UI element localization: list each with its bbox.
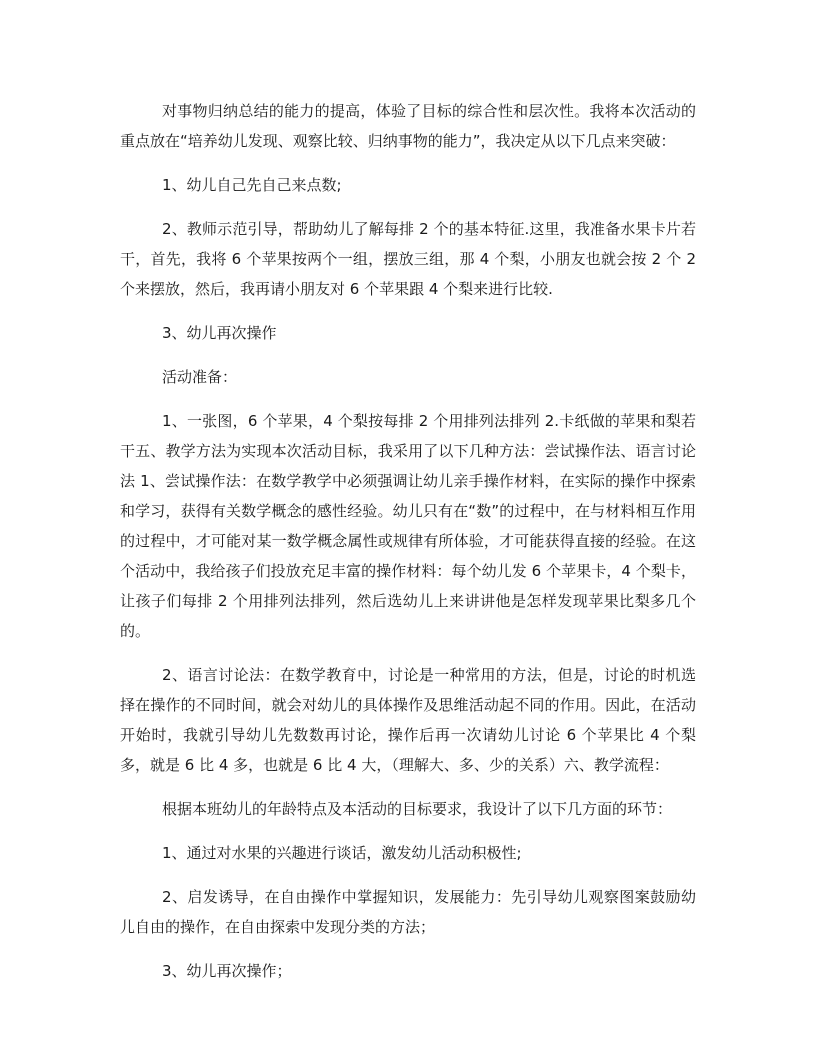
paragraph-gap <box>120 304 696 318</box>
paragraph-step-2: 2、教师示范引导，帮助幼儿了解每排 2 个的基本特征.这里，我准备水果卡片若干，首先，我将 6 个苹果按两个一组，摆放三组，那 4 个梨，小朋友也就会按 2 个 2 个来摆放，然后，我再请小朋友对 6 个苹果跟 4 个梨来进行比较. <box>120 220 696 298</box>
paragraph-intro: 对事物归纳总结的能力的提高，体验了目标的综合性和层次性。我将本次活动的重点放在“培养幼儿发现、观察比较、归纳事物的能力”，我决定从以下几点来突破： <box>120 102 696 150</box>
paragraph-step-3: 3、幼儿再次操作 <box>162 324 277 342</box>
paragraph-gap <box>120 348 696 362</box>
paragraph-gap <box>120 392 696 406</box>
document-body <box>120 96 696 986</box>
paragraph-gap <box>120 868 696 882</box>
paragraph-flow-2: 2、启发诱导，在自由操作中掌握知识，发展能力：先引导幼儿观察图案鼓励幼儿自由的操作，在自由探索中发现分类的方法； <box>120 888 696 936</box>
paragraph-preparation-heading: 活动准备： <box>162 368 238 386</box>
paragraph-flow-1: 1、通过对水果的兴趣进行谈话，激发幼儿活动积极性; <box>162 844 522 862</box>
paragraph-gap <box>120 200 696 214</box>
paragraph-gap <box>120 824 696 838</box>
paragraph-gap <box>120 780 696 794</box>
paragraph-flow-intro: 根据本班幼儿的年龄特点及本活动的目标要求，我设计了以下几方面的环节： <box>162 800 673 818</box>
paragraph-discussion-method: 2、语言讨论法：在数学教育中，讨论是一种常用的方法，但是，讨论的时机选择在操作的不同时间，就会对幼儿的具体操作及思维活动起不同的作用。因此，在活动开始时，我就引导幼儿先数数再讨论，操作后再一次请幼儿讨论 6 个苹果比 4 个梨多，就是 6 比 4 多，也就是 6 比 4 大，（理解大、多、少的关系）六、教学流程： <box>120 666 696 774</box>
paragraph-flow-3: 3、幼儿再次操作； <box>162 962 292 980</box>
paragraph-gap <box>120 942 696 956</box>
paragraph-preparation-methods: 1、一张图，6 个苹果，4 个梨按每排 2 个用排列法排列 2.卡纸做的苹果和梨若干五、教学方法为实现本次活动目标，我采用了以下几种方法：尝试操作法、语言讨论法 1、尝试操作法：在数学教学中必须强调让幼儿亲手操作材料，在实际的操作中探索和学习，获得有关数学概念的感性经验。幼儿只有在“数”的过程中，在与材料相互作用的过程中，才可能对某一数学概念属性或规律有所体验，才可能获得直接的经验。在这个活动中，我给孩子们投放充足丰富的操作材料：每个幼儿发 6 个苹果卡，4 个梨卡，让孩子们每排 2 个用排列法排列，然后选幼儿上来讲讲他是怎样发现苹果比梨多几个的。 <box>120 412 696 640</box>
paragraph-gap <box>120 646 696 660</box>
paragraph-gap <box>120 156 696 170</box>
paragraph-step-1: 1、幼儿自己先自己来点数; <box>162 176 342 194</box>
